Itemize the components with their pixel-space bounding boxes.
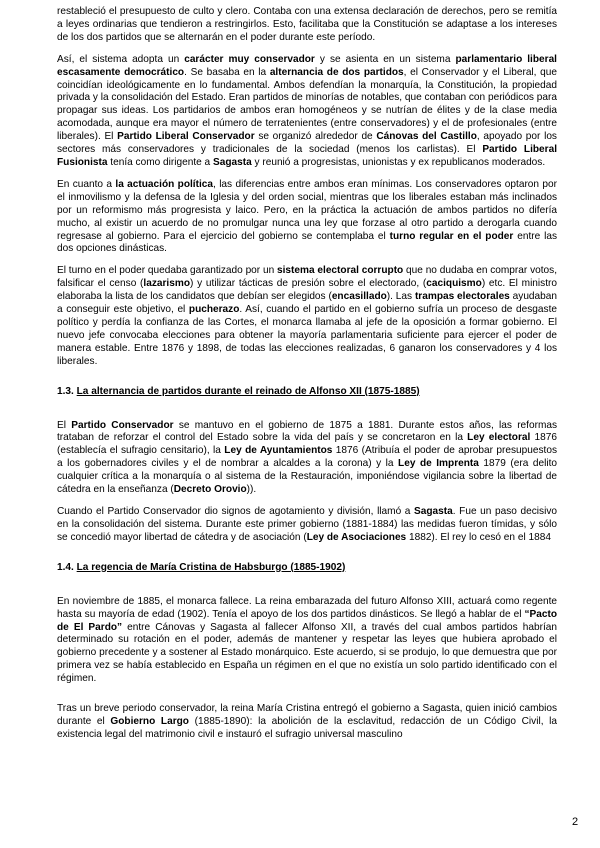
text-run: En noviembre de 1885, el monarca fallece. La reina embarazada del futuro Alfonso XIII, actuará como regente hasta su mayoría de edad (1902). Tenía el apoyo de los dos partidos dinásticos. Se llegó a hablar de el	[57, 595, 557, 620]
paragraph-sagasta	[57, 506, 557, 545]
bold-text: pucherazo	[188, 304, 240, 316]
bold-text: carácter muy conservador	[184, 53, 315, 65]
text-run: entre las dos opciones dinásticas.	[57, 230, 558, 255]
text-run: restableció el presupuesto de culto y clero. Contaba con una extensa declaración de derechos, pero se remitía a leyes ordinarias que tendieron a restringirlos. Esto, facilitaba que la Constitución se adaptase a los intereses de los dos partidos que se alternarán en el poder durante este período.	[57, 6, 557, 43]
section-heading-1-4	[57, 561, 557, 574]
text-run: que no dudaba en comprar votos, falsificar el censo (	[57, 265, 557, 290]
bold-text: trampas electorales	[414, 291, 510, 303]
bold-text: alternancia de dos partidos	[269, 66, 404, 78]
bold-text: sistema electoral corrupto	[277, 265, 404, 277]
bold-text: parlamentario liberal escasamente democrático	[57, 53, 557, 78]
page-number: 2	[572, 816, 579, 828]
section-title: La alternancia de partidos durante el reinado de Alfonso XII (1875-1885)	[76, 385, 420, 397]
text-run: En cuanto a	[57, 178, 116, 190]
text-run: ) y utilizar tácticas de presión sobre el electorado, (	[190, 278, 427, 290]
text-run: 1876 (establecía el sufragio censitario), la	[57, 432, 557, 457]
text-run: , apoyado por los sectores más conservadores y tradicionales de la sociedad (menos los carlistas). El	[57, 131, 557, 156]
text-run: ayudaban a conseguir este objetivo, el	[57, 291, 557, 316]
section-title: La regencia de María Cristina de Habsburgo (1885-1902)	[76, 561, 346, 573]
text-run: 1882). El rey lo cesó en el 1884	[406, 531, 551, 543]
bold-text: lazarismo	[143, 278, 190, 290]
paragraph-electoral-system	[57, 265, 557, 368]
text-run: y reunió a progresistas, unionistas y ex republicanos moderados.	[251, 156, 546, 168]
bold-text: Gobierno Largo	[110, 715, 189, 727]
text-run: )).	[246, 484, 257, 496]
bold-text: Sagasta	[414, 506, 453, 517]
paragraph-long-government	[57, 703, 557, 742]
bold-text: turno regular en el poder	[389, 230, 514, 242]
text-run: 1879 (era delito cualquier crítica a la monarquía o al sistema de la Restauración, imponiéndose vigilancia sobre la libertad de cátedra en la enseñanza (	[57, 458, 557, 496]
document-page	[57, 6, 557, 751]
bold-text: Partido Liberal Fusionista	[57, 144, 558, 168]
text-run: . Así, cuando el partido en el gobierno sufría un proceso de desgaste político y perdía la confianza de las Cortes, el monarca llamaba al jefe de la oposición a formar gobierno. El nuevo jefe convocaba elecciones para obtener la mayoría parlamentaria suficiente para ejercer el poder de manera estable. Entre 1876 y 1898, de todas las elecciones realizadas, 6 ganaron los conservadores y 4 los liberales.	[57, 304, 557, 367]
paragraph-political-system	[57, 54, 557, 170]
text-run: El turno en el poder quedaba garantizado por un	[57, 265, 277, 277]
paragraph-regency	[57, 596, 557, 686]
bold-text: la actuación política	[115, 178, 214, 190]
section-number: 1.3.	[57, 385, 77, 397]
text-run: se organizó alrededor de	[254, 131, 377, 143]
section-number: 1.4.	[57, 561, 77, 573]
bold-text: Ley de Ayuntamientos	[224, 445, 333, 457]
text-run: , las diferencias entre ambos eran mínimas. Los conservadores optaron por el inmovilismo y la defensa de la Iglesia y del orden social, mientras que los liberales estaban más inclinados por un reformismo más progresista y laico. Pero, en la práctica la actuación de ambos partidos no difería mucho, al existir un acuerdo de no promulgar nunca una ley que forzase al otro partido a derogarla cuando regresase al gobierno. Para el ejercicio del gobierno se contemplaba el	[57, 178, 557, 242]
bold-text: Sagasta	[212, 156, 252, 168]
bold-text: caciquismo	[426, 278, 482, 290]
text-run: . Fue un paso decisivo en la consolidación del sistema. Durante este primer gobierno (1881-1884) las medidas fueron tímidas, y sólo se concedió mayor libertad de cátedra y de asociación (	[57, 506, 557, 543]
text-run: 1876 (Atribuía el poder de aprobar presupuestos a los gobernadores civiles y el de nombrar a alcaldes a la corona) y la	[57, 445, 557, 470]
bold-text: encasillado	[331, 291, 387, 303]
paragraph-political-action	[57, 179, 557, 256]
paragraph-conservative-party	[57, 420, 557, 497]
bold-text: Cánovas del Castillo	[376, 131, 477, 143]
bold-text: “Pacto de El Pardo”	[57, 608, 557, 633]
bold-text: Partido Conservador	[71, 419, 174, 431]
text-run: Tras un breve periodo conservador, la reina María Cristina entregó el gobierno a Sagasta, quien inició cambios durante el	[57, 703, 557, 727]
text-run: Así, el sistema adopta un	[57, 53, 185, 65]
text-run: entre Cánovas y Sagasta al fallecer Alfonso XII, a través del cual ambos partidos habrían determinado su rotación en el poder, además de mantener y respetar las leyes que hubiera aprobado el gobierno precedente y a sostener al Estado monárquico. Este acuerdo, si se produjo, lo que demuestra que por primera vez se había establecido en España un régimen en el que no existía un solo partido identificado con el régimen.	[57, 621, 557, 685]
text-run: . Se basaba en la	[184, 66, 270, 78]
bold-text: Partido Liberal Conservador	[117, 131, 255, 143]
text-run: y se asienta en un sistema	[314, 53, 456, 65]
text-run: ). Las	[386, 291, 415, 303]
text-run: tenía como dirigente a	[107, 156, 213, 168]
text-run: ) etc. El ministro elaboraba la lista de los candidatos que debían ser elegidos (	[57, 278, 557, 303]
text-run: (1885-1890): la abolición de la esclavitud, redacción de un Código Civil, la existencia legal del matrimonio civil e instauró el sufragio universal masculino	[57, 715, 558, 740]
bold-text: Decreto Orovio	[173, 484, 247, 496]
text-run: Cuando el Partido Conservador dio signos de agotamiento y división, llamó a	[57, 506, 415, 517]
bold-text: Ley de Imprenta	[398, 458, 479, 470]
bold-text: Ley electoral	[467, 432, 531, 444]
text-run: se mantuvo en el gobierno de 1875 a 1881. Durante estos años, las reformas trataban de reforzar el control del Estado sobre la vida del país y se concretaron en la	[57, 419, 558, 444]
text-run: El	[57, 419, 72, 431]
paragraph-constitution	[57, 6, 557, 45]
text-run: , el Conservador y el Liberal, que coincidían ideológicamente en lo fundamental. Ambos defendían la monarquía, la Constitución, la propiedad privada y la consolidación del Estado. Eran partidos de minorías de notables, que contaban con periódicos para propagar sus ideas. Los partidarios de ambos eran homogéneos y se nutrían de élites y de la clase media acomodada, aunque era mayor el número de terratenientes (entre conservadores) y el de profesionales (entre liberales). El	[57, 66, 557, 143]
section-heading-1-3	[57, 385, 557, 398]
bold-text: Ley de Asociaciones	[306, 531, 407, 543]
